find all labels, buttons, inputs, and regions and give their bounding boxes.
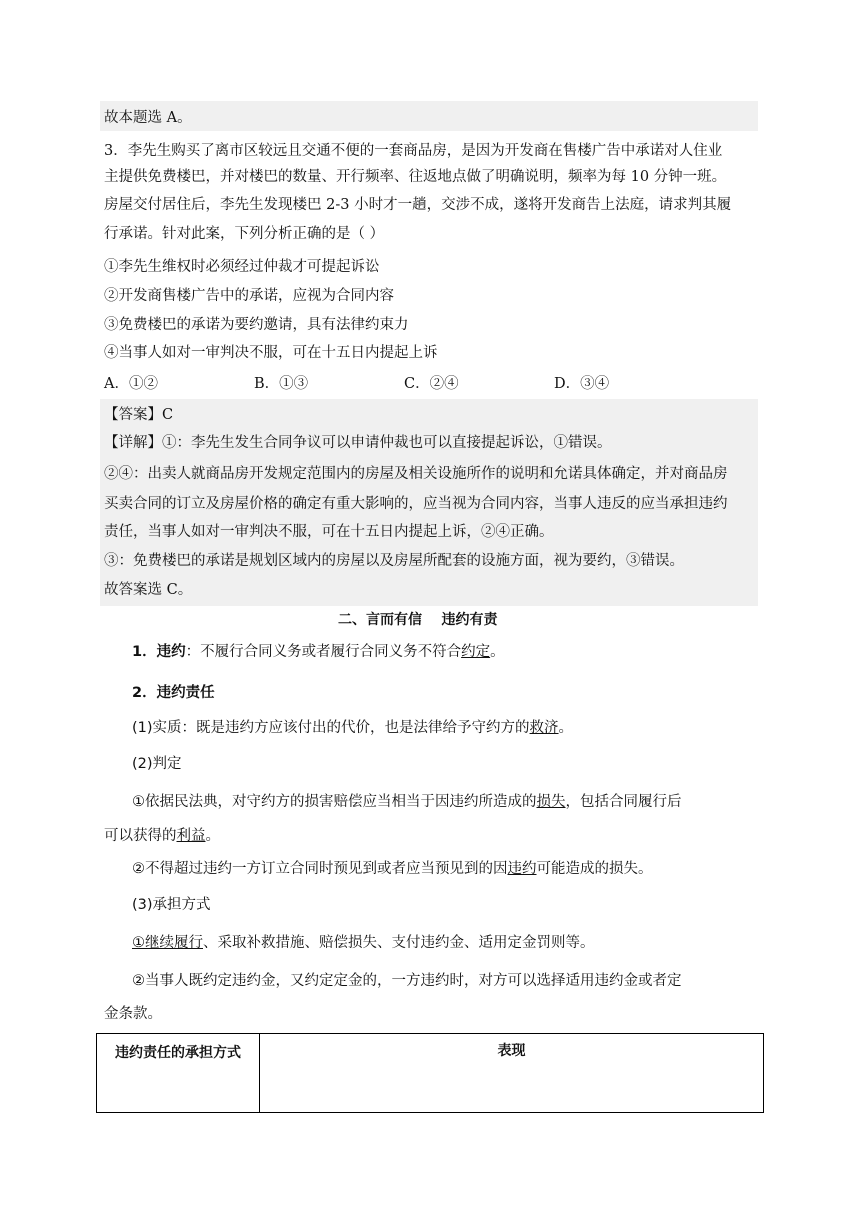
table-header-row xyxy=(97,1034,764,1113)
statement-1: ①李先生维权时必须经过仲裁才可提起诉讼 xyxy=(104,259,380,275)
shaded-block-1 xyxy=(100,101,758,131)
statement-3: ③免费楼巴的承诺为要约邀请，具有法律约束力 xyxy=(104,317,409,333)
detail-line-4: 责任，当事人如对一审判决不服，可在十五日内提起上诉，②④正确。 xyxy=(104,524,554,540)
p5-text: ①依据民法典，对守约方的损害赔偿应当相当于因违约所造成的 xyxy=(132,794,537,810)
paragraph-3 xyxy=(132,716,573,737)
p1-text: ：不履行合同义务或者履行合同义务不符合 xyxy=(185,644,462,660)
p6-end: 可能造成的损失。 xyxy=(536,861,653,877)
detail-line-5: ③：免费楼巴的承诺是规划区域内的房屋以及房屋所配套的设施方面，视为要约，③错误。 xyxy=(104,553,684,569)
p5-end: ，包括合同履行后 xyxy=(565,794,682,810)
detail-line-3: 买卖合同的订立及房屋价格的确定有重大影响的，应当视为合同内容，当事人违反的应当承担违约 xyxy=(104,496,728,512)
question-line-2: 主提供免费楼巴，并对楼巴的数量、开行频率、往返地点做了明确说明，频率为每 10 分钟一班。 xyxy=(104,169,727,185)
question-line-3: 房屋交付居住后，李先生发现楼巴 2-3 小时才一趟，交涉不成，遂将开发商告上法庭，请求判其履 xyxy=(104,197,732,213)
paragraph-1 xyxy=(132,640,505,661)
p8-end: 、采取补救措施、赔偿损失、支付违约金、适用定金罚则等。 xyxy=(203,935,595,951)
answer-prev-line: 故本题选 A。 xyxy=(104,110,192,126)
detail-line-6: 故答案选 C。 xyxy=(104,582,193,598)
p5b-end: 。 xyxy=(205,828,220,844)
detail-line-1: 【详解】①：李先生发生合同争议可以申请仲裁也可以直接提起诉讼，①错误。 xyxy=(104,435,612,451)
option-c: C．②④ xyxy=(404,376,459,392)
paragraph-5 xyxy=(132,790,682,811)
p8-underline: ①继续履行 xyxy=(132,935,203,951)
p1-underline: 约定 xyxy=(461,644,491,660)
detail-line-2: ②④：出卖人就商品房开发规定范围内的房屋及相关设施所作的说明和允诺具体确定，并对商品房 xyxy=(104,466,728,482)
section-heading: 二、言而有信 违约有责 xyxy=(338,612,498,628)
p5-underline: 损失 xyxy=(536,794,566,810)
paragraph-9b: 金条款。 xyxy=(104,1006,162,1022)
p3-text: (1)实质：既是违约方应该付出的代价，也是法律给予守约方的 xyxy=(132,720,530,736)
paragraph-9: ②当事人既约定违约金，又约定定金的，一方违约时，对方可以选择适用违约金或者定 xyxy=(132,973,682,989)
question-line-1: 3．李先生购买了离市区较远且交通不便的一套商品房，是因为开发商在售楼广告中承诺对人住业 xyxy=(104,143,723,159)
statement-4: ④当事人如对一审判决不服，可在十五日内提起上诉 xyxy=(104,345,438,361)
paragraph-7: (3)承担方式 xyxy=(132,897,211,913)
liability-table xyxy=(96,1033,764,1113)
p1-end: 。 xyxy=(490,644,505,660)
table-header-performance: 表现 xyxy=(260,1034,764,1113)
paragraph-6 xyxy=(132,857,653,878)
paragraph-5b xyxy=(104,824,220,845)
p3-end: 。 xyxy=(558,720,574,736)
statement-2: ②开发商售楼广告中的承诺，应视为合同内容 xyxy=(104,288,394,304)
p6-text: ②不得超过违约一方订立合同时预见到或者应当预见到的因 xyxy=(132,861,508,877)
table-header-method: 违约责任的承担方式 xyxy=(97,1034,260,1113)
answer-line: 【答案】C xyxy=(104,407,174,423)
p3-underline: 救济 xyxy=(529,720,559,736)
option-a: A．①② xyxy=(104,376,158,392)
option-d: D．③④ xyxy=(554,376,610,392)
paragraph-4: (2)判定 xyxy=(132,756,182,772)
p5b-underline: 利益 xyxy=(176,828,206,844)
term-breach: 1．违约 xyxy=(132,644,186,660)
p5b-text: 可以获得的 xyxy=(104,828,177,844)
paragraph-8 xyxy=(132,931,595,952)
question-line-4: 行承诺。针对此案，下列分析正确的是（ ） xyxy=(104,226,385,242)
option-b: B．①③ xyxy=(254,376,309,392)
p6-underline: 违约 xyxy=(507,861,537,877)
paragraph-2: 2．违约责任 xyxy=(132,685,215,701)
